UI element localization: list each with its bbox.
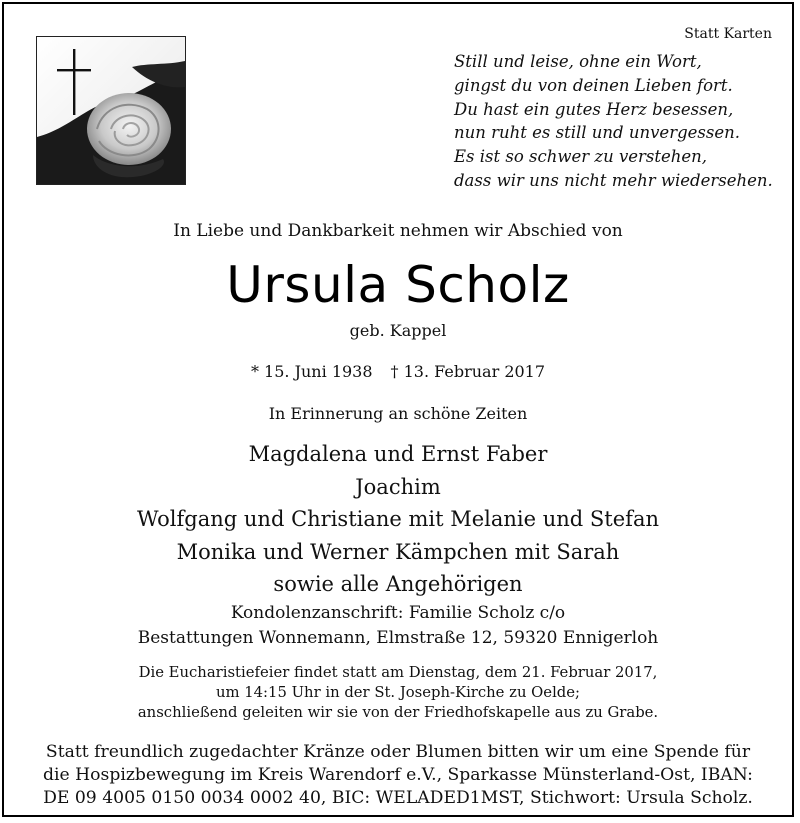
- service-line: Die Eucharistiefeier findet statt am Dienstag, dem 21. Februar 2017,: [138, 664, 658, 681]
- mourners-list: [4, 438, 792, 601]
- mourner: Monika und Werner Kämpchen mit Sarah: [176, 539, 620, 564]
- poem: [454, 50, 773, 193]
- maiden-name: geb. Kappel: [349, 321, 447, 340]
- deceased-name: Ursula Scholz: [226, 256, 570, 314]
- birth-date: * 15. Juni 1938: [250, 362, 373, 381]
- memory-line: In Erinnerung an schöne Zeiten: [268, 404, 528, 423]
- donation-line: die Hospizbewegung im Kreis Warendorf e.V., Sparkasse Münsterland-Ost, IBAN:: [43, 765, 753, 785]
- service-info: [4, 663, 792, 723]
- life-dates: [4, 362, 792, 381]
- mourner: Wolfgang und Christiane mit Melanie und Stefan: [137, 507, 659, 531]
- service-line: um 14:15 Uhr in der St. Joseph-Kirche zu Oelde;: [215, 684, 581, 701]
- service-line: anschließend geleiten wir sie von der Friedhofskapelle aus zu Grabe.: [137, 704, 659, 721]
- memorial-image: [36, 36, 186, 185]
- poem-line: gingst du von deinen Lieben fort.: [454, 75, 733, 95]
- mourner: Joachim: [355, 474, 441, 499]
- poem-line: nun ruht es still und unvergessen.: [454, 123, 740, 143]
- mourner: sowie alle Angehörigen: [273, 572, 523, 596]
- donation-line: Statt freundlich zugedachter Kränze oder Blumen bitten wir um eine Spende für: [45, 742, 751, 762]
- condolence-line: Kondolenzanschrift: Familie Scholz c/o: [230, 603, 566, 623]
- poem-line: Still und leise, ohne ein Wort,: [454, 52, 702, 71]
- donation-request: [4, 741, 792, 810]
- donation-line: DE 09 4005 0150 0034 0002 40, BIC: WELADED1MST, Stichwort: Ursula Scholz.: [43, 788, 753, 808]
- poem-line: Es ist so schwer zu verstehen,: [454, 147, 708, 167]
- obituary-notice: [2, 2, 794, 817]
- statt-karten-label: Statt Karten: [684, 26, 772, 42]
- condolence-address: [4, 601, 792, 651]
- death-date: † 13. Februar 2017: [390, 362, 546, 381]
- cross-with-rose-icon: [37, 37, 185, 184]
- condolence-line: Bestattungen Wonnemann, Elmstraße 12, 59320 Ennigerloh: [137, 628, 659, 648]
- poem-line: dass wir uns nicht mehr wiedersehen.: [454, 170, 773, 190]
- farewell-intro: In Liebe und Dankbarkeit nehmen wir Abschied von: [173, 221, 623, 241]
- mourner: Magdalena und Ernst Faber: [248, 442, 548, 466]
- poem-line: Du hast ein gutes Herz besessen,: [454, 99, 734, 119]
